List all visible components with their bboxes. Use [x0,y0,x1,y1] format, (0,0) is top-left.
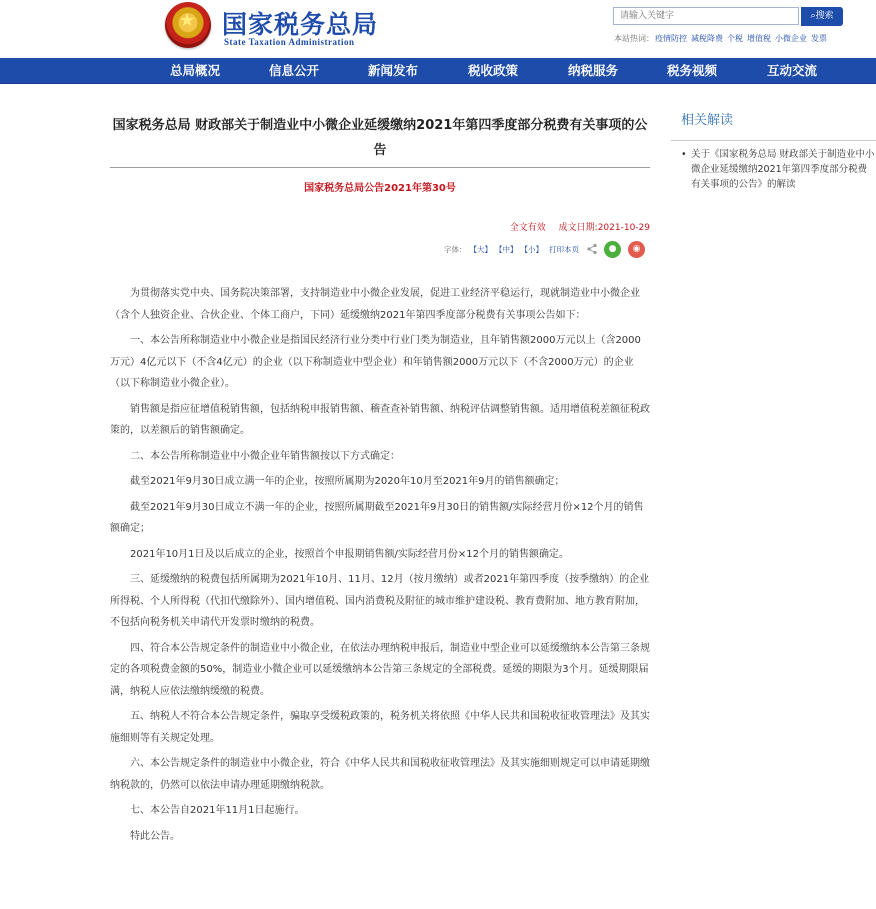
paragraph: 三、延缓缴纳的税费包括所属期为2021年10月、11月、12月（按月缴纳）或者2021年第四季度（按季缴纳）的企业所得税、个人所得税（代扣代缴除外）、国内增值税、国内消费税及附征的城市维护建设税、教育费附加、地方教育附加，不包括向税务机关申请代开发票时缴纳的税费。 [110,574,650,628]
sidebar-divider [671,140,876,141]
related-sidebar [671,110,876,192]
font-medium-button[interactable]: 【中】 [495,244,518,254]
site-header [0,0,876,58]
weibo-share-icon[interactable]: ◉ [628,241,645,258]
paragraph: 截至2021年9月30日成立满一年的企业，按照所属期为2020年10月至2021年9月的销售额确定； [130,476,565,487]
site-logo-en[interactable]: State Taxation Administration [224,37,355,47]
hot-word-link[interactable]: 减税降费 [691,34,723,43]
hot-words [614,33,831,44]
title-divider [110,167,650,168]
article-status [510,220,650,233]
related-interpretation-link[interactable]: • 关于《国家税务总局 财政部关于制造业中小微企业延缓缴纳2021年第四季度部分税费有关事项的公告》的解读 [671,147,876,192]
hot-word-link[interactable]: 发票 [811,34,827,43]
paragraph: 2021年10月1日及以后成立的企业，按照首个申报期销售额/实际经营月份×12个月的销售额确定。 [130,548,570,560]
hot-word-link[interactable]: 小微企业 [775,34,807,43]
search-input[interactable] [613,7,799,25]
font-small-button[interactable]: 【小】 [520,244,543,254]
nav-item-overview[interactable]: 总局概况 [170,63,221,78]
share-icon[interactable] [586,243,598,255]
document-number: 国家税务总局公告2021年第30号 [304,183,456,194]
validity-status: 全文有效 [509,223,546,233]
paragraph: 为贯彻落实党中央、国务院决策部署，支持制造业中小微企业发展，促进工业经济平稳运行，现就制造业中小微企业（含个人独资企业、合伙企业、个体工商户，下同）延缓缴纳2021年第四季度部分税费有关事项公告如下： [110,288,640,321]
nav-item-taxpayer-service[interactable]: 纳税服务 [568,63,619,78]
search-icon: ⌕ [810,11,816,21]
nav-item-interaction[interactable]: 互动交流 [767,63,818,78]
paragraph: 一、本公告所称制造业中小微企业是指国民经济行业分类中行业门类为制造业，且年销售额2000万元以上（含2000万元）4亿元以下（不含4亿元）的企业（以下称制造业中型企业）和年销售额2000万元以下（不含2000万元）的企业（以下称制造业小微企业）。 [110,335,641,389]
nav-item-video[interactable]: 税务视频 [667,63,718,78]
hot-words-label: 本站热词： [614,34,654,43]
nav-item-info-disclosure[interactable]: 信息公开 [269,63,320,78]
search-button[interactable] [801,7,843,26]
nav-item-tax-policy[interactable]: 税收政策 [468,63,519,78]
issue-date: 成文日期:2021-10-29 [558,223,650,233]
hot-word-link[interactable]: 疫情防控 [655,34,687,43]
paragraph: 四、符合本公告规定条件的制造业中小微企业，在依法办理纳税申报后，制造业中型企业可以延缓缴纳本公告第三条规定的各项税费金额的50%，制造业小微企业可以延缓缴纳本公告第三条规定的全部税费。延缓的期限为3个月。延缓期限届满，纳税人应依法缴纳缓缴的税费。 [110,642,650,697]
paragraph: 六、本公告规定条件的制造业中小微企业，符合《中华人民共和国税收征收管理法》及其实施细则规定可以申请延期缴纳税款的，仍然可以依法申请办理延期缴纳税款。 [110,758,650,791]
main-nav [0,58,876,84]
paragraph: 五、纳税人不符合本公告规定条件，骗取享受缓税政策的，税务机关将依照《中华人民共和国税收征收管理法》及其实施细则等有关规定处理。 [110,711,650,744]
print-button[interactable]: 打印本页 [549,244,579,254]
site-logo-cn[interactable]: 国家税务总局 [222,10,379,39]
article-tools [444,239,645,259]
paragraph: 截至2021年9月30日成立不满一年的企业，按照所属期截至2021年9月30日的销售额/实际经营月份×12个月的销售额确定； [110,501,644,534]
search-button-label: 搜索 [815,11,834,21]
sidebar-title: 相关解读 [681,113,734,128]
font-size-label: 字体： [444,244,467,254]
nav-item-news[interactable]: 新闻发布 [368,63,419,78]
hot-word-link[interactable]: 增值税 [747,34,771,43]
article-title: 国家税务总局 财政部关于制造业中小微企业延缓缴纳2021年第四季度部分税费有关事项的公告 [112,118,648,158]
paragraph: 七、本公告自2021年11月1日起施行。 [130,805,305,816]
font-large-button[interactable]: 【大】 [469,244,492,254]
hot-word-link[interactable]: 个税 [727,34,743,43]
paragraph: 销售额是指应征增值税销售额，包括纳税申报销售额、稽查查补销售额、纳税评估调整销售额。适用增值税差额征税政策的，以差额后的销售额确定。 [110,403,650,436]
paragraph: 二、本公告所称制造业中小微企业年销售额按以下方式确定： [130,450,400,462]
paragraph: 特此公告。 [130,830,180,842]
article-body [110,283,650,851]
wechat-share-icon[interactable]: ● [604,241,621,258]
national-emblem-icon [165,2,211,48]
